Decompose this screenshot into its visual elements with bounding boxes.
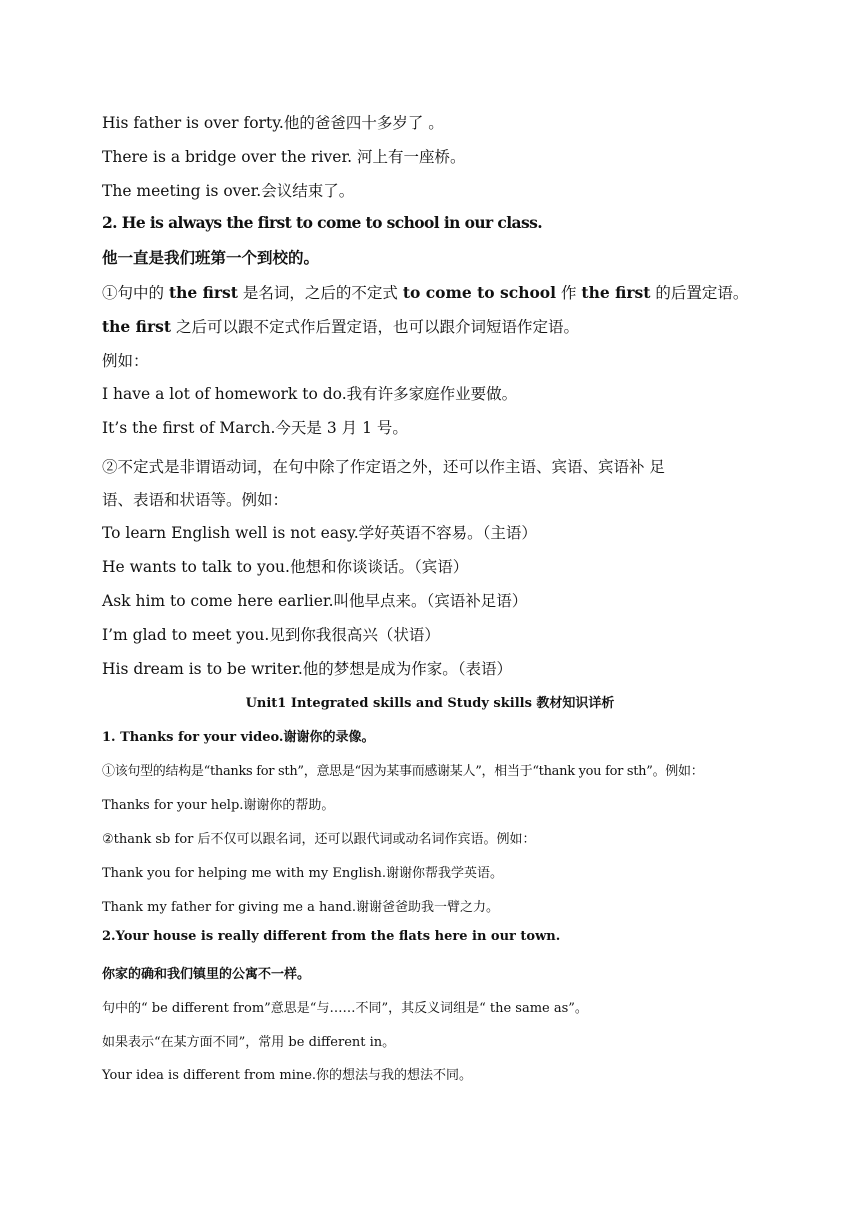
text-line: His dream is to be writer.他的梦想是成为作家。（表语） [102, 660, 512, 678]
text-line: 例如： [102, 352, 149, 370]
text-line: To learn English well is not easy.学好英语不容易。（主语） [102, 524, 537, 542]
section-heading: 2.Your house is really different from the flats here in our town. [102, 929, 561, 944]
text-line: His father is over forty.他的爸爸四十多岁了 。 [102, 114, 444, 132]
text-line: ②thank sb for 后不仅可以跟名词，还可以跟代词或动名词作宾语。例如： [102, 832, 536, 847]
text-line [102, 281, 748, 303]
text-line: Thanks for your help.谢谢你的帮助。 [102, 798, 335, 813]
text-segment: 之后可以跟不定式作后置定语，也可以跟介词短语作定语。 [171, 318, 579, 336]
text-line: It’s the first of March.今天是 3 月 1 号。 [102, 419, 408, 437]
text-line: ②不定式是非谓语动词，在句中除了作定语之外，还可以作主语、宾语、宾语补 足 [102, 458, 665, 476]
section-heading-translation: 他一直是我们班第一个到校的。 [102, 248, 320, 267]
text-segment: 的后置定语。 [650, 284, 749, 302]
text-segment-bold: to come to school [402, 283, 557, 302]
text-line [102, 315, 579, 337]
text-line: 如果表示“在某方面不同”，常用 be different in。 [102, 1035, 396, 1050]
text-line: ①该句型的结构是“thanks for sth”，意思是“因为某事而感谢某人”，相当于“thank you for sth”。例如： [102, 764, 704, 779]
section-heading-translation: 你家的确和我们镇里的公寓不一样。 [102, 967, 311, 982]
text-segment: 作 [556, 284, 582, 302]
text-line: Thank my father for giving me a hand.谢谢爸爸助我一臂之力。 [102, 900, 499, 915]
text-line: Ask him to come here earlier.叫他早点来。（宾语补足语） [102, 592, 528, 610]
text-line: 句中的“ be different from”意思是“与……不同”，其反义词组是“ the same as”。 [102, 1001, 588, 1016]
text-segment: 是名词，之后的不定式 [237, 284, 403, 302]
section-heading: 2. He is always the first to come to school in our class. [102, 213, 542, 232]
text-segment-bold: the first [168, 283, 238, 302]
text-line: There is a bridge over the river. 河上有一座桥。 [102, 148, 466, 166]
text-segment-bold: the first [581, 283, 651, 302]
text-line: The meeting is over.会议结束了。 [102, 182, 355, 200]
text-segment-bold: the first [102, 317, 172, 336]
text-segment: ①句中的 [102, 284, 169, 302]
text-line: He wants to talk to you.他想和你谈谈话。（宾语） [102, 558, 469, 576]
text-line: Thank you for helping me with my English.谢谢你帮我学英语。 [102, 866, 504, 881]
text-line: Your idea is different from mine.你的想法与我的想法不同。 [102, 1068, 473, 1083]
text-line: I’m glad to meet you.见到你我很高兴（状语） [102, 626, 440, 644]
section-heading: 1. Thanks for your video.谢谢你的录像。 [102, 730, 375, 745]
unit-title: Unit1 Integrated skills and Study skills 教材知识详析 [245, 696, 615, 711]
text-line: I have a lot of homework to do.我有许多家庭作业要做。 [102, 385, 518, 403]
text-line: 语、表语和状语等。例如： [102, 491, 289, 509]
